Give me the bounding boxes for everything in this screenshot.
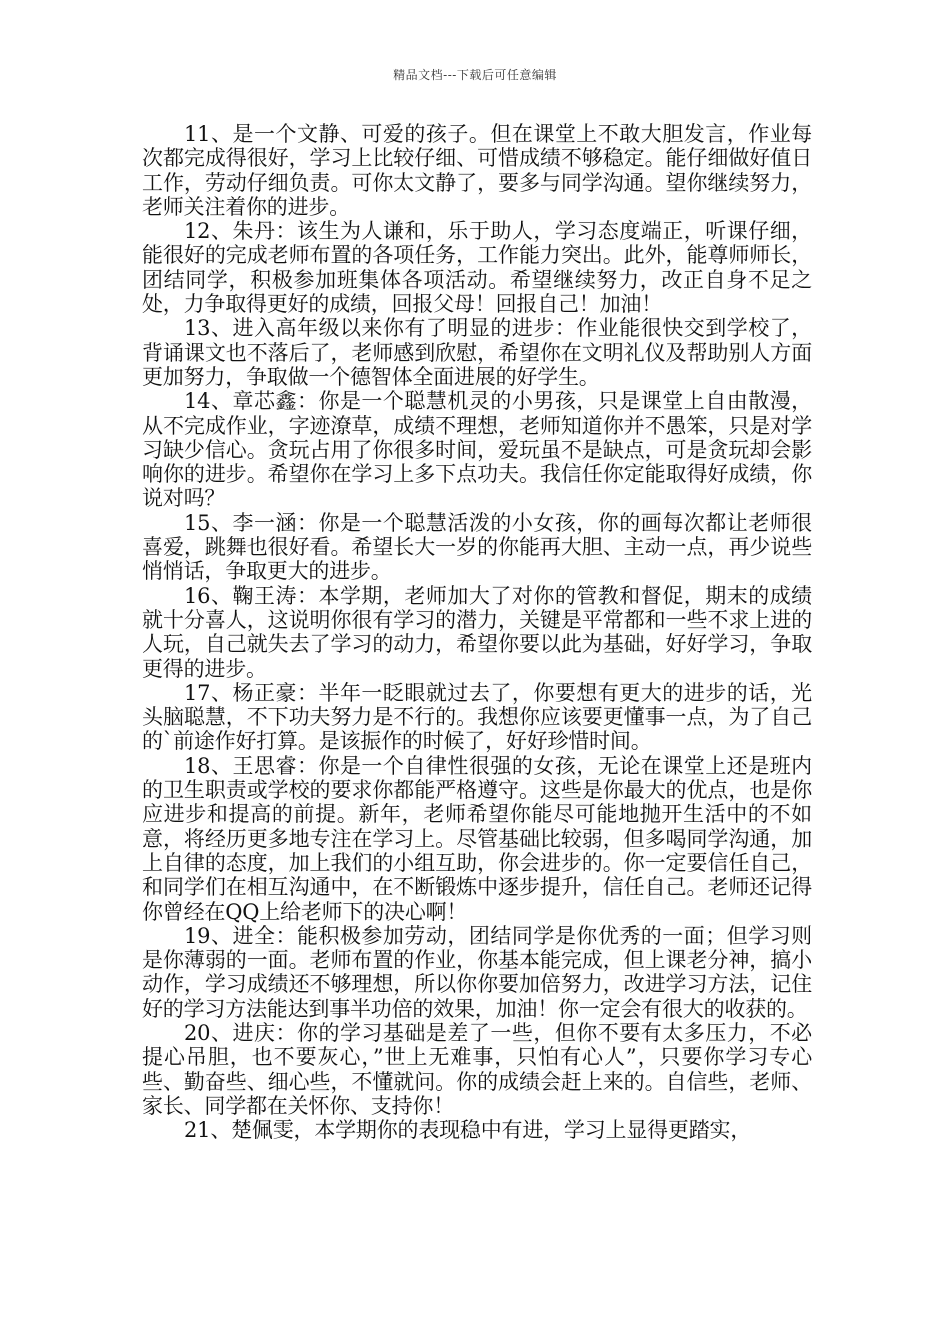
comment-paragraph-12: 12、朱丹：该生为人谦和，乐于助人，学习态度端正，听课仔细，能很好的完成老师布置的各项任务，工作能力突出。此外，能尊师师长，团结同学，积极参加班集体各项活动。希望继续努力，改正自身不足之处，力争取得更好的成绩，回报父母！回报自己！加油！ [142,219,812,317]
comment-paragraph-19: 19、进全：能积极参加劳动，团结同学是你优秀的一面；但学习则是你薄弱的一面。老师布置的作业，你基本能完成，但上课老分神，搞小动作，学习成绩还不够理想，所以你你要加倍努力，改进学习方法，记住好的学习方法能达到事半功倍的效果，加油！你一定会有很大的收获的。 [142,923,812,1021]
comment-paragraph-13: 13、进入高年级以来你有了明显的进步：作业能很快交到学校了，背诵课文也不落后了，老师感到欣慰，希望你在文明礼仪及帮助别人方面更加努力，争取做一个德智体全面进展的好学生。 [142,316,812,389]
comment-paragraph-18: 18、王思睿：你是一个自律性很强的女孩，无论在课堂上还是班内的卫生职责或学校的要求你都能严格遵守。这些是你最大的优点，也是你应进步和提高的前提。新年，老师希望你能尽可能地抛开生活中的不如意，将经历更多地专注在学习上。尽管基础比较弱，但多喝同学沟通，加上自律的态度，加上我们的小组互助，你会进步的。你一定要信任自己，和同学们在相互沟通中，在不断锻炼中逐步提升，信任自己。老师还记得你曾经在QQ上给老师下的决心啊！ [142,753,812,924]
document-body [142,122,812,1142]
comment-paragraph-15: 15、李一涵：你是一个聪慧活泼的小女孩，你的画每次都让老师很喜爱，跳舞也很好看。希望长大一岁的你能再大胆、主动一点，再少说些悄悄话，争取更大的进步。 [142,510,812,584]
comment-paragraph-11: 11、是一个文静、可爱的孩子。但在课堂上不敢大胆发言，作业每次都完成得很好，学习上比较仔细、可惜成绩不够稳定。能仔细做好值日工作，劳动仔细负责。可你太文静了，要多与同学沟通。望你继续努力，老师关注着你的进步。 [142,122,812,219]
comment-paragraph-14: 14、章芯鑫：你是一个聪慧机灵的小男孩，只是课堂上自由散漫，从不完成作业，字迹潦草，成绩不理想，老师知道你并不愚笨，只是对学习缺少信心。贪玩占用了你很多时间，爱玩虽不是缺点，可是贪玩却会影响你的进步。希望你在学习上多下点功夫。我信任你定能取得好成绩，你说对吗？ [142,389,812,511]
page-header: 精品文档---下载后可任意编辑 [393,68,557,82]
comment-paragraph-21: 21、楚佩雯，本学期你的表现稳中有进，学习上显得更踏实， [184,1118,752,1143]
comment-paragraph-16: 16、鞠王涛：本学期，老师加大了对你的管教和督促，期末的成绩就十分喜人，这说明你很有学习的潜力，关键是平常都和一些不求上进的人玩，自己就失去了学习的动力，希望你要以此为基础，好好学习，争取更得的进步。 [142,583,812,681]
comment-paragraph-20: 20、进庆：你的学习基础是差了一些，但你不要有太多压力，不必提心吊胆，也不要灰心，”世上无难事，只怕有心人”，只要你学习专心些、勤奋些、细心些，不懂就问。你的成绩会赶上来的。自信些，老师、家长、同学都在关怀你、支持你！ [142,1020,812,1118]
comment-paragraph-17: 17、杨正豪：半年一眨眼就过去了，你要想有更大的进步的话，光头脑聪慧，不下功夫努力是不行的。我想你应该要更懂事一点，为了自己的`前途作好打算。是该振作的时候了，好好珍惜时间。 [142,680,812,754]
